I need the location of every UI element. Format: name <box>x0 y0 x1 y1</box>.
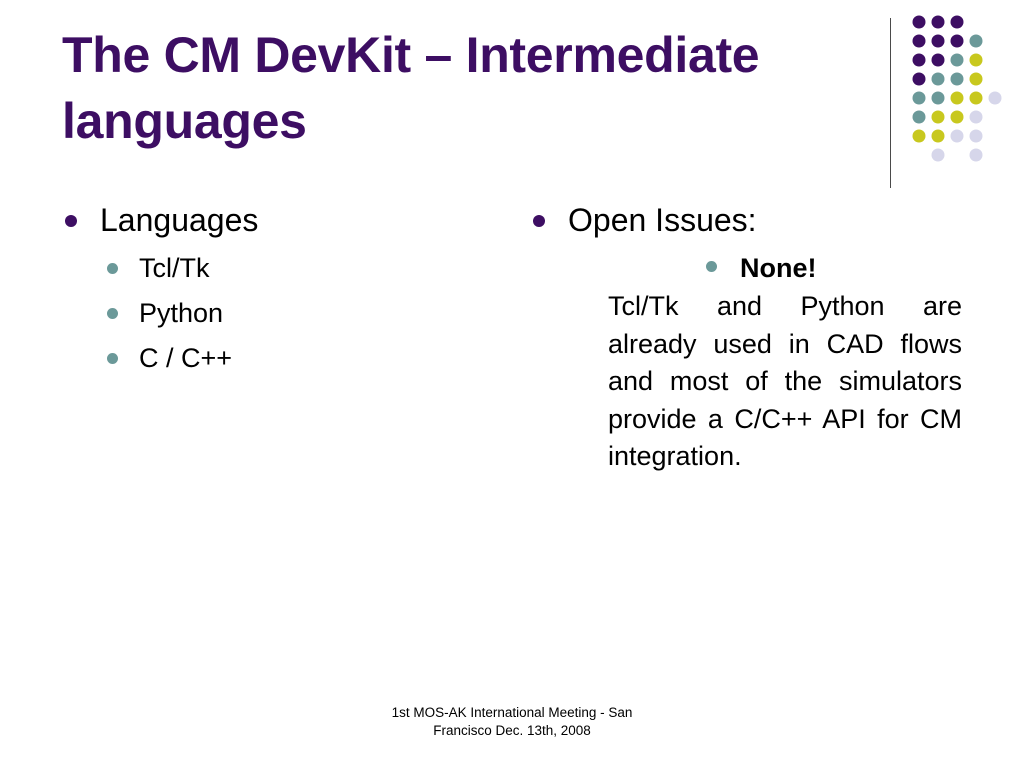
list-item-label: C / C++ <box>139 343 233 373</box>
list-item-python <box>62 291 482 336</box>
decorative-dot <box>970 73 983 86</box>
bullet-dot-icon <box>107 308 118 319</box>
list-item-c-cpp <box>62 336 482 381</box>
open-issues-paragraph: Tcl/Tk and Python are already used in CAD flows and most of the simulators provide a C/C++ API for CM integration. <box>608 291 962 471</box>
bullet-languages <box>62 198 482 242</box>
bullet-dot-icon <box>533 215 545 227</box>
bullet-open-issues-label: Open Issues: <box>568 202 757 238</box>
decorative-dot <box>989 92 1002 105</box>
decorative-dot <box>932 54 945 67</box>
decorative-dot <box>913 54 926 67</box>
decorative-dot <box>951 73 964 86</box>
decorative-dot <box>932 35 945 48</box>
slide-footer: 1st MOS-AK International Meeting - San Francisco Dec. 13th, 2008 <box>391 705 633 738</box>
decorative-dot <box>970 54 983 67</box>
decorative-dot <box>970 130 983 143</box>
list-item-label: Tcl/Tk <box>139 253 210 283</box>
decorative-dot <box>951 92 964 105</box>
title-divider-line <box>890 18 891 188</box>
decorative-dot <box>951 35 964 48</box>
bullet-dot-icon <box>107 353 118 364</box>
decorative-dot <box>932 111 945 124</box>
bullet-dot-icon <box>65 215 77 227</box>
decorative-dot <box>932 149 945 162</box>
decorative-dot <box>913 92 926 105</box>
decorative-dot <box>970 149 983 162</box>
slide-title: The CM DevKit – Intermediate languages <box>62 27 760 149</box>
decorative-dot <box>913 130 926 143</box>
decorative-dot <box>932 16 945 29</box>
decorative-dot <box>913 73 926 86</box>
list-item-none <box>530 250 970 286</box>
decorative-dot <box>951 111 964 124</box>
bullet-open-issues <box>530 198 970 242</box>
decorative-dot <box>951 54 964 67</box>
list-item-label: Python <box>139 298 224 328</box>
decorative-dot <box>970 35 983 48</box>
decorative-dot <box>932 73 945 86</box>
bullet-dot-icon <box>706 261 717 272</box>
decorative-dot <box>951 16 964 29</box>
decorative-dot <box>913 35 926 48</box>
languages-list <box>62 246 482 381</box>
list-item-tcl-tk <box>62 246 482 291</box>
decorative-dot <box>913 111 926 124</box>
list-item-label: None! <box>740 253 817 283</box>
decorative-dot <box>951 130 964 143</box>
decorative-dot <box>913 16 926 29</box>
decorative-dot <box>932 130 945 143</box>
left-column <box>62 198 482 381</box>
bullet-dot-icon <box>107 263 118 274</box>
bullet-languages-label: Languages <box>100 202 259 238</box>
decorative-dot <box>970 92 983 105</box>
decorative-dot <box>970 111 983 124</box>
right-column <box>530 198 970 471</box>
decorative-dot <box>932 92 945 105</box>
